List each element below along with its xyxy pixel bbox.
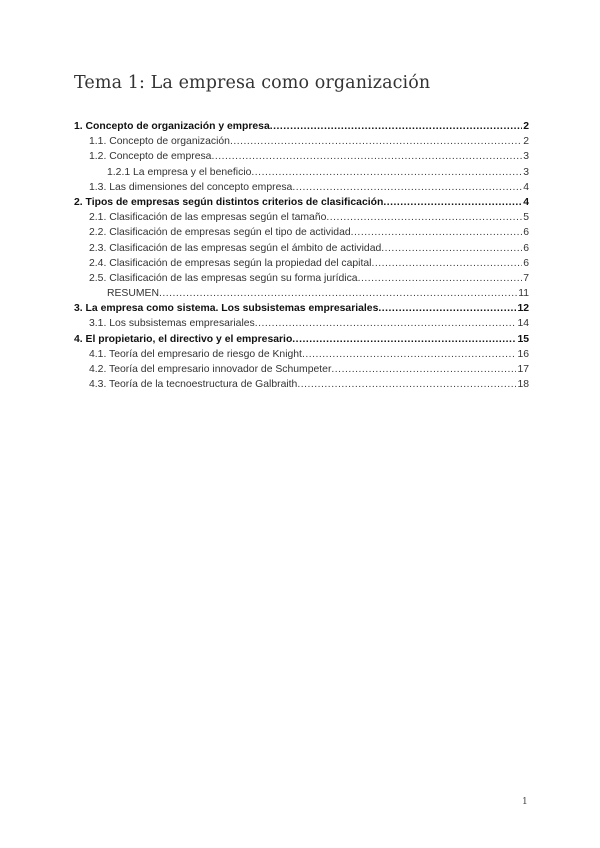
toc-entry-text: 1.3. Las dimensiones del concepto empresa xyxy=(89,181,293,193)
toc-entry[interactable] xyxy=(74,134,529,149)
toc-entry-page: 18 xyxy=(517,379,529,391)
toc-entry[interactable] xyxy=(74,195,529,210)
toc-entry[interactable] xyxy=(74,210,529,225)
toc-entry-page: 12 xyxy=(517,303,529,315)
toc-entry[interactable] xyxy=(74,271,529,286)
toc-entry[interactable] xyxy=(74,119,529,134)
toc-entry-text: 2.2. Clasificación de empresas según el tipo de actividad xyxy=(89,227,351,239)
toc-dot-leader xyxy=(381,241,522,256)
toc-dot-leader xyxy=(358,271,523,286)
toc-entry-page: 17 xyxy=(517,364,529,375)
toc-entry-text: 2.1. Clasificación de las empresas según el tamaño xyxy=(89,212,327,224)
toc-entry[interactable] xyxy=(74,165,529,180)
toc-entry-text: 4.1. Teoría del empresario de riesgo de Knight xyxy=(89,348,302,360)
toc-entry-text: 2.3. Clasificación de las empresas según el ámbito de actividad xyxy=(89,242,382,254)
toc-entry-text: 3.1. Los subsistemas empresariales xyxy=(89,318,255,330)
toc-entry-text: 4. El propietario, el directivo y el empresario xyxy=(74,333,293,345)
toc-dot-leader xyxy=(351,225,523,240)
toc-entry-page: 3 xyxy=(523,166,529,178)
table-of-contents xyxy=(74,119,529,392)
toc-entry[interactable] xyxy=(74,241,529,256)
toc-dot-leader xyxy=(255,316,517,331)
toc-entry-page: 5 xyxy=(523,212,529,224)
toc-entry-page: 16 xyxy=(517,348,529,360)
toc-entry-page: 3 xyxy=(523,151,529,163)
toc-entry-page: 14 xyxy=(517,318,529,330)
toc-entry-text: 4.2. Teoría del empresario innovador de Schumpeter xyxy=(89,364,332,375)
toc-dot-leader xyxy=(251,165,522,180)
toc-entry-page: 2 xyxy=(523,136,529,148)
document-title: Tema 1: La empresa como organización xyxy=(74,73,431,93)
toc-entry[interactable] xyxy=(74,149,529,164)
toc-dot-leader xyxy=(270,119,522,134)
toc-dot-leader xyxy=(211,149,522,164)
toc-entry-page: 6 xyxy=(523,242,529,254)
toc-entry-page: 11 xyxy=(518,288,529,300)
toc-entry[interactable] xyxy=(74,332,529,347)
toc-entry[interactable] xyxy=(74,347,529,362)
toc-entry-text: 2.5. Clasificación de las empresas según su forma jurídica xyxy=(89,272,358,284)
toc-entry-page: 4 xyxy=(523,181,529,193)
toc-entry[interactable] xyxy=(74,362,529,377)
toc-entry-page: 6 xyxy=(523,257,529,269)
toc-entry-page: 2 xyxy=(523,121,529,132)
toc-dot-leader xyxy=(302,347,516,362)
toc-entry[interactable] xyxy=(74,377,529,392)
toc-entry-text: 2.4. Clasificación de empresas según la propiedad del capital xyxy=(89,257,372,269)
toc-entry-text: 1. Concepto de organización y empresa xyxy=(74,121,270,132)
toc-dot-leader xyxy=(326,210,522,225)
toc-dot-leader xyxy=(378,301,516,316)
toc-dot-leader xyxy=(297,377,516,392)
toc-entry[interactable] xyxy=(74,225,529,240)
toc-entry-text: 1.1. Concepto de organización xyxy=(89,136,230,148)
toc-entry[interactable] xyxy=(74,301,529,316)
toc-entry-text: 1.2.1 La empresa y el beneficio xyxy=(107,166,252,178)
toc-dot-leader xyxy=(159,286,517,301)
toc-entry[interactable] xyxy=(74,256,529,271)
toc-entry-page: 4 xyxy=(523,196,529,208)
toc-entry[interactable] xyxy=(74,316,529,331)
toc-dot-leader xyxy=(292,332,516,347)
toc-entry-text: 3. La empresa como sistema. Los subsistemas empresariales xyxy=(74,303,379,315)
toc-entry-text: 2. Tipos de empresas según distintos criterios de clasificación xyxy=(74,196,384,208)
toc-entry-page: 6 xyxy=(523,227,529,239)
toc-entry-text: 1.2. Concepto de empresa xyxy=(89,151,212,163)
toc-entry-page: 15 xyxy=(517,333,529,345)
toc-entry[interactable] xyxy=(74,286,529,301)
toc-dot-leader xyxy=(331,362,516,377)
toc-entry-page: 7 xyxy=(523,272,529,284)
page-number: 1 xyxy=(522,797,528,807)
toc-entry-text: 4.3. Teoría de la tecnoestructura de Galbraith xyxy=(89,379,298,391)
toc-dot-leader xyxy=(371,256,522,271)
toc-entry-text: RESUMEN xyxy=(107,288,159,300)
toc-entry[interactable] xyxy=(74,180,529,195)
toc-dot-leader xyxy=(383,195,522,210)
toc-dot-leader xyxy=(292,180,522,195)
toc-dot-leader xyxy=(230,134,522,149)
